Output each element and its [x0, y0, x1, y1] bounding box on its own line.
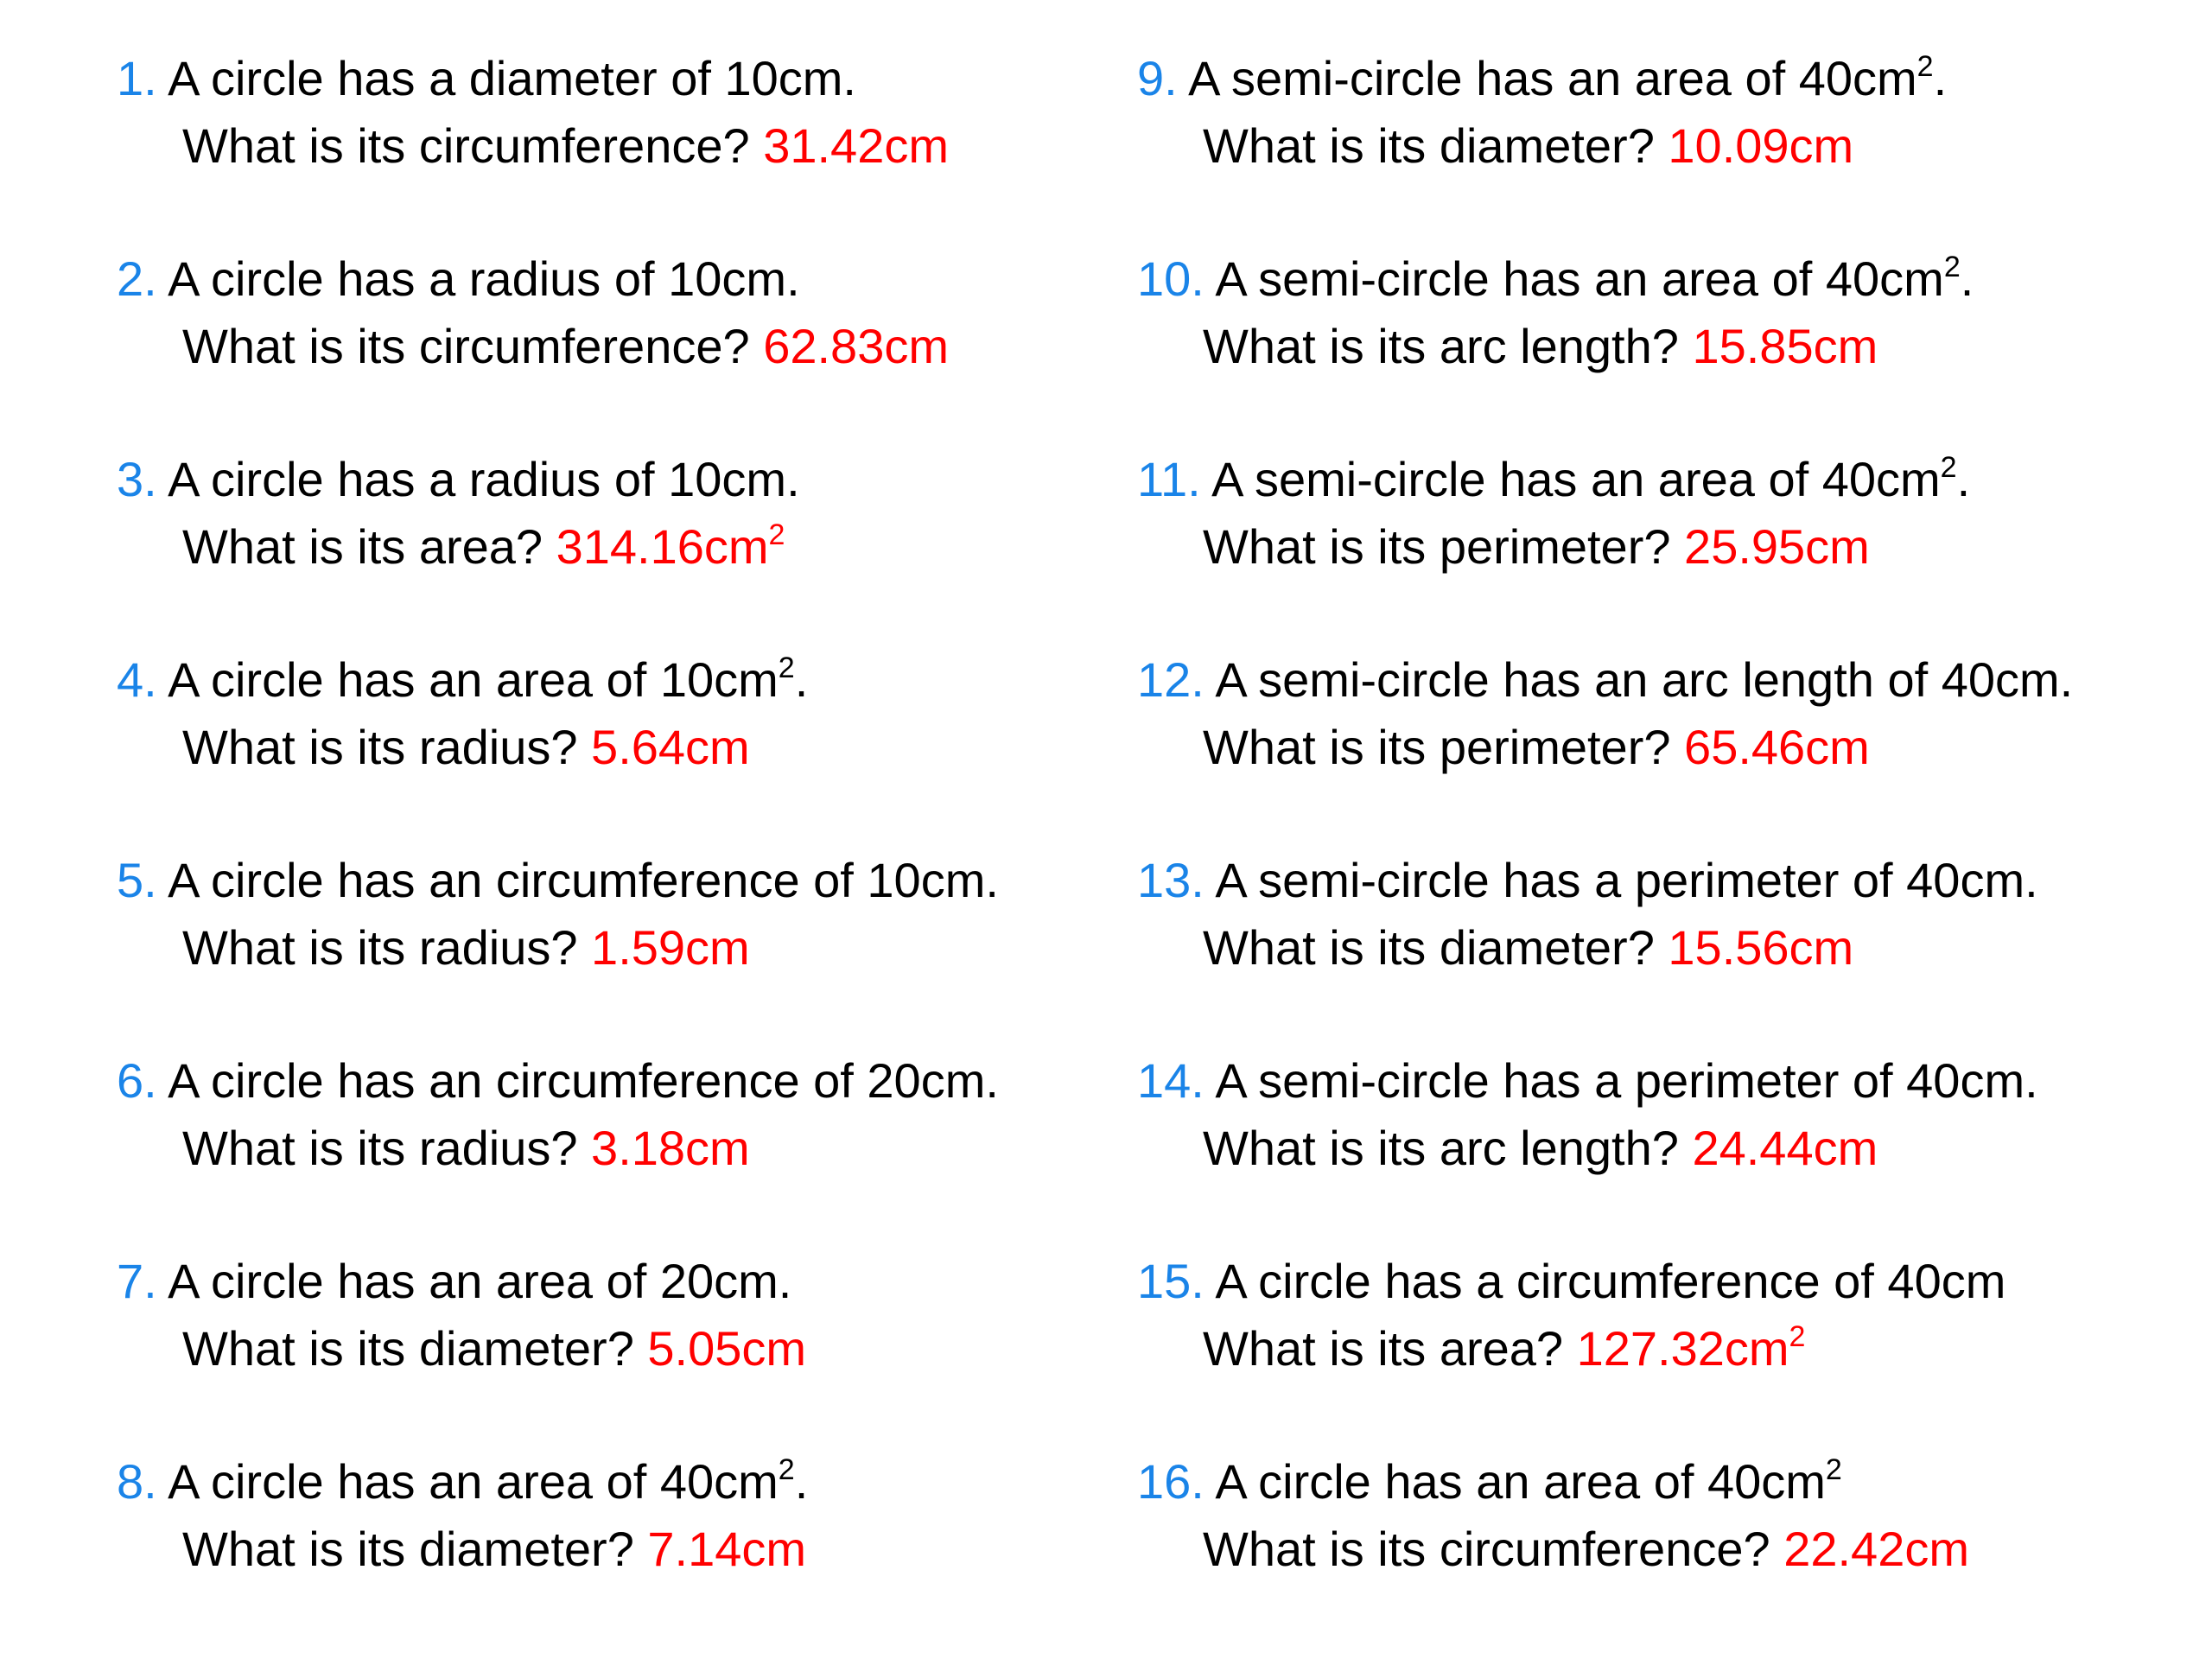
question-statement-line	[1137, 45, 2174, 112]
question-13	[1137, 847, 2174, 1047]
question-prompt: What is its area?	[182, 519, 556, 574]
statement-end: .	[1956, 452, 1971, 506]
question-12	[1137, 646, 2174, 847]
question-statement-line	[117, 646, 1110, 714]
question-15	[1137, 1248, 2174, 1448]
question-number: 2.	[117, 251, 157, 306]
question-number: 8.	[117, 1454, 157, 1509]
question-1	[117, 45, 1110, 245]
question-prompt-line	[117, 513, 1110, 581]
question-8	[117, 1448, 1110, 1649]
question-prompt: What is its diameter?	[182, 1522, 648, 1576]
question-statement-line	[1137, 1047, 2174, 1115]
question-statement-line	[1137, 245, 2174, 313]
question-prompt: What is its circumference?	[182, 118, 764, 173]
question-statement-line	[1137, 646, 2174, 714]
question-prompt: What is its diameter?	[1203, 118, 1669, 173]
statement-superscript: 2	[778, 652, 795, 685]
question-7	[117, 1248, 1110, 1448]
question-answer: 24.44cm	[1692, 1121, 1878, 1175]
question-number: 4.	[117, 652, 157, 707]
question-statement: A circle has an area of 40cm	[1215, 1454, 1826, 1509]
question-statement-line	[117, 847, 1110, 914]
question-statement: A circle has a diameter of 10cm	[168, 51, 843, 105]
question-statement-line	[117, 446, 1110, 513]
question-statement: A circle has an circumference of 20cm	[168, 1053, 986, 1108]
question-prompt-line	[1137, 313, 2174, 380]
statement-end: .	[1960, 251, 1974, 306]
question-answer: 31.42cm	[763, 118, 949, 173]
statement-end: .	[786, 452, 800, 506]
question-2	[117, 245, 1110, 446]
question-prompt-line	[117, 313, 1110, 380]
question-answer: 25.95cm	[1684, 519, 1870, 574]
statement-superscript: 2	[1943, 251, 1961, 284]
question-answer: 62.83cm	[763, 319, 949, 373]
question-answer: 5.64cm	[591, 720, 750, 774]
question-statement: A semi-circle has an arc length of 40cm	[1215, 652, 2060, 707]
question-number: 10.	[1137, 251, 1205, 306]
answer-superscript: 2	[768, 518, 785, 552]
question-statement: A circle has an area of 20cm	[168, 1254, 779, 1308]
question-answer: 7.14cm	[647, 1522, 807, 1576]
question-14	[1137, 1047, 2174, 1248]
statement-end: .	[2024, 1053, 2038, 1108]
question-statement-line	[1137, 1448, 2174, 1516]
question-prompt: What is its perimeter?	[1203, 519, 1685, 574]
question-statement-line	[1137, 847, 2174, 914]
question-answer: 127.32cm	[1576, 1321, 1789, 1376]
question-answer: 15.85cm	[1692, 319, 1878, 373]
question-prompt: What is its radius?	[182, 1121, 592, 1175]
question-16	[1137, 1448, 2174, 1649]
question-prompt-line	[1137, 513, 2174, 581]
question-number: 16.	[1137, 1454, 1205, 1509]
question-answer: 1.59cm	[591, 920, 750, 975]
question-prompt-line	[117, 914, 1110, 982]
question-statement: A semi-circle has a perimeter of 40cm	[1215, 853, 2025, 907]
question-prompt-line	[1137, 714, 2174, 781]
statement-end: .	[985, 853, 999, 907]
question-6	[117, 1047, 1110, 1248]
question-prompt: What is its arc length?	[1203, 1121, 1693, 1175]
statement-end: .	[2059, 652, 2074, 707]
question-number: 5.	[117, 853, 157, 907]
question-statement: A circle has a radius of 10cm	[168, 251, 787, 306]
question-statement: A semi-circle has an area of 40cm	[1215, 251, 1944, 306]
question-prompt-line	[117, 714, 1110, 781]
question-prompt: What is its circumference?	[1203, 1522, 1784, 1576]
question-statement-line	[117, 1047, 1110, 1115]
question-number: 15.	[1137, 1254, 1205, 1308]
question-number: 1.	[117, 51, 157, 105]
question-statement: A semi-circle has an area of 40cm	[1211, 452, 1941, 506]
question-number: 13.	[1137, 853, 1205, 907]
question-prompt-line	[1137, 914, 2174, 982]
question-number: 14.	[1137, 1053, 1205, 1108]
question-statement: A circle has a radius of 10cm	[168, 452, 787, 506]
statement-end: .	[794, 652, 809, 707]
question-answer: 3.18cm	[591, 1121, 750, 1175]
statement-end: .	[1933, 51, 1948, 105]
statement-superscript: 2	[778, 1453, 795, 1487]
question-prompt: What is its radius?	[182, 920, 592, 975]
question-10	[1137, 245, 2174, 446]
question-number: 7.	[117, 1254, 157, 1308]
question-statement: A circle has a circumference of 40cm	[1215, 1254, 2006, 1308]
question-statement-line	[117, 1448, 1110, 1516]
question-answer: 65.46cm	[1684, 720, 1870, 774]
question-prompt: What is its diameter?	[1203, 920, 1669, 975]
question-prompt: What is its arc length?	[1203, 319, 1693, 373]
question-prompt: What is its area?	[1203, 1321, 1577, 1376]
statement-superscript: 2	[1940, 451, 1957, 485]
question-answer: 22.42cm	[1783, 1522, 1969, 1576]
question-5	[117, 847, 1110, 1047]
statement-end: .	[786, 251, 800, 306]
answer-superscript: 2	[1789, 1320, 1806, 1354]
question-11	[1137, 446, 2174, 646]
question-prompt-line	[1137, 1315, 2174, 1382]
question-answer: 5.05cm	[647, 1321, 807, 1376]
question-prompt: What is its radius?	[182, 720, 592, 774]
question-statement-line	[1137, 446, 2174, 513]
question-number: 9.	[1137, 51, 1178, 105]
question-4	[117, 646, 1110, 847]
question-prompt: What is its perimeter?	[1203, 720, 1685, 774]
question-prompt-line	[117, 1315, 1110, 1382]
question-number: 11.	[1137, 452, 1201, 506]
question-answer: 15.56cm	[1668, 920, 1854, 975]
question-statement-line	[1137, 1248, 2174, 1315]
statement-end: .	[2024, 853, 2038, 907]
question-statement: A semi-circle has an area of 40cm	[1188, 51, 1917, 105]
statement-end: .	[794, 1454, 809, 1509]
question-statement: A circle has an circumference of 10cm	[168, 853, 986, 907]
question-prompt: What is its circumference?	[182, 319, 764, 373]
question-number: 6.	[117, 1053, 157, 1108]
statement-superscript: 2	[1825, 1453, 1842, 1487]
question-statement: A circle has an area of 40cm	[168, 1454, 779, 1509]
statement-end: .	[778, 1254, 792, 1308]
right-question-column	[1137, 45, 2174, 1649]
question-prompt-line	[117, 1516, 1110, 1583]
statement-end: .	[985, 1053, 999, 1108]
question-3	[117, 446, 1110, 646]
statement-superscript: 2	[1916, 50, 1934, 84]
question-statement: A circle has an area of 10cm	[168, 652, 779, 707]
question-number: 12.	[1137, 652, 1205, 707]
statement-end: .	[842, 51, 856, 105]
question-prompt-line	[1137, 112, 2174, 180]
question-prompt-line	[1137, 1516, 2174, 1583]
question-prompt: What is its diameter?	[182, 1321, 648, 1376]
question-9	[1137, 45, 2174, 245]
question-answer: 314.16cm	[556, 519, 769, 574]
question-statement-line	[117, 245, 1110, 313]
left-question-column	[117, 45, 1110, 1649]
question-answer: 10.09cm	[1668, 118, 1854, 173]
question-number: 3.	[117, 452, 157, 506]
question-prompt-line	[1137, 1115, 2174, 1182]
question-statement-line	[117, 1248, 1110, 1315]
question-statement-line	[117, 45, 1110, 112]
question-prompt-line	[117, 1115, 1110, 1182]
question-prompt-line	[117, 112, 1110, 180]
question-statement: A semi-circle has a perimeter of 40cm	[1215, 1053, 2025, 1108]
